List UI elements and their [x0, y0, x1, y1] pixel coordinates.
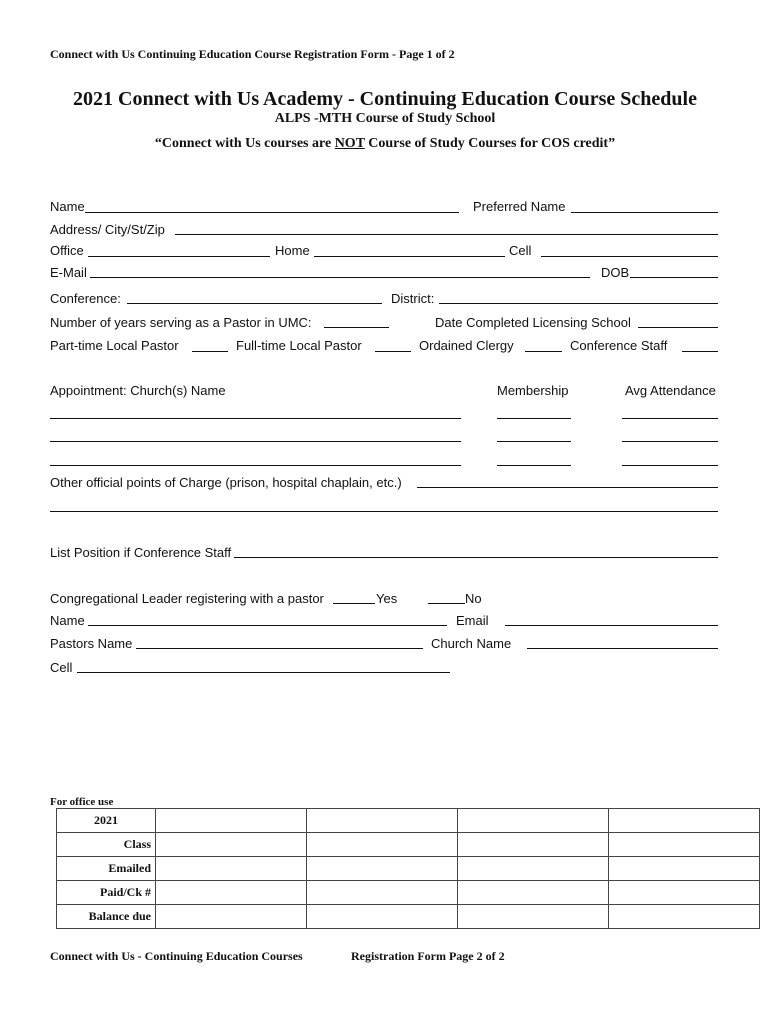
office-cell: [458, 881, 609, 905]
leader-email-field[interactable]: [505, 625, 718, 626]
dob-field[interactable]: [630, 277, 718, 278]
leader-yes-blank[interactable]: [333, 603, 375, 604]
licensing-date-field[interactable]: [638, 327, 718, 328]
years-pastor-label: Number of years serving as a Pastor in UMC:: [50, 315, 312, 330]
office-cell: [458, 833, 609, 857]
office-cell: [307, 857, 458, 881]
part-time-blank[interactable]: [192, 351, 228, 352]
address-label: Address/ City/St/Zip: [50, 222, 165, 237]
office-phone-field[interactable]: [88, 256, 270, 257]
office-row-label: Emailed: [57, 857, 156, 881]
avg-attendance-header: Avg Attendance: [625, 383, 716, 398]
office-row-label: Balance due: [57, 905, 156, 929]
office-use-title: For office use: [50, 796, 114, 808]
home-phone-field[interactable]: [314, 256, 505, 257]
church-name-field[interactable]: [50, 465, 461, 466]
ordained-blank[interactable]: [525, 351, 562, 352]
office-cell: [609, 881, 760, 905]
cos-notice: [0, 136, 770, 152]
home-phone-label: Home: [275, 243, 310, 258]
preferred-name-label: Preferred Name: [473, 199, 566, 214]
cos-notice-not: NOT: [334, 136, 365, 151]
office-cell: [609, 833, 760, 857]
licensing-date-label: Date Completed Licensing School: [435, 315, 631, 330]
other-points-label: Other official points of Charge (prison, hospital chaplain, etc.): [50, 475, 402, 490]
table-row: [57, 905, 760, 929]
conference-position-field[interactable]: [234, 557, 718, 558]
conference-position-label: List Position if Conference Staff: [50, 545, 232, 560]
office-cell: [307, 833, 458, 857]
cell-phone-label: Cell: [509, 243, 532, 258]
office-row-label: Class: [57, 833, 156, 857]
conf-staff-blank[interactable]: [682, 351, 718, 352]
office-cell: [609, 857, 760, 881]
full-time-label: Full-time Local Pastor: [236, 338, 362, 353]
cell-phone-field[interactable]: [541, 256, 718, 257]
office-use-table: [56, 808, 760, 929]
office-cell: [609, 905, 760, 929]
table-row: [57, 881, 760, 905]
conference-field[interactable]: [127, 303, 382, 304]
leader-cell-label: Cell: [50, 660, 73, 675]
office-cell: [307, 905, 458, 929]
name-label: Name: [50, 199, 85, 214]
office-cell: [458, 905, 609, 929]
membership-field[interactable]: [497, 418, 571, 419]
office-phone-label: Office: [50, 243, 84, 258]
dob-label: DOB: [601, 265, 630, 280]
office-cell: [609, 809, 760, 833]
pastors-name-field[interactable]: [136, 648, 423, 649]
office-cell: [156, 905, 307, 929]
avg-attendance-field[interactable]: [622, 418, 718, 419]
ordained-label: Ordained Clergy: [419, 338, 514, 353]
cos-notice-after: Course of Study Courses for COS credit”: [364, 136, 616, 151]
leader-church-name-label: Church Name: [431, 636, 512, 651]
office-row-label: Paid/Ck #: [57, 881, 156, 905]
email-label: E-Mail: [50, 265, 87, 280]
office-cell: [307, 809, 458, 833]
footer-left: Connect with Us - Continuing Education Courses: [50, 949, 303, 963]
other-points-field-2[interactable]: [50, 511, 718, 512]
avg-attendance-field[interactable]: [622, 441, 718, 442]
school-subtitle: ALPS -MTH Course of Study School: [274, 111, 496, 126]
avg-attendance-field[interactable]: [622, 465, 718, 466]
office-cell: [458, 857, 609, 881]
office-cell: [458, 809, 609, 833]
membership-header: Membership: [497, 383, 569, 398]
leader-question-label: Congregational Leader registering with a pastor: [50, 591, 324, 606]
office-cell: [156, 881, 307, 905]
leader-yes-label: Yes: [376, 591, 398, 606]
leader-email-label: Email: [456, 613, 489, 628]
leader-no-blank[interactable]: [428, 603, 465, 604]
cos-notice-before: “Connect with Us courses are: [154, 136, 335, 151]
table-row: [57, 857, 760, 881]
footer-right: Registration Form Page 2 of 2: [351, 949, 505, 963]
years-pastor-field[interactable]: [324, 327, 389, 328]
page-title: 2021 Connect with Us Academy - Continuing Education Course Schedule: [73, 88, 697, 110]
name-field[interactable]: [85, 212, 459, 213]
page-header: Connect with Us Continuing Education Course Registration Form - Page 1 of 2: [50, 47, 455, 61]
office-cell: [156, 809, 307, 833]
leader-cell-field[interactable]: [77, 672, 450, 673]
leader-no-label: No: [465, 591, 482, 606]
part-time-label: Part-time Local Pastor: [50, 338, 179, 353]
office-cell: [156, 833, 307, 857]
other-points-field[interactable]: [417, 487, 718, 488]
full-time-blank[interactable]: [375, 351, 411, 352]
conference-label: Conference:: [50, 291, 121, 306]
email-field[interactable]: [90, 277, 590, 278]
membership-field[interactable]: [497, 465, 571, 466]
office-cell: [307, 881, 458, 905]
leader-name-label: Name: [50, 613, 85, 628]
district-field[interactable]: [439, 303, 718, 304]
office-cell: [156, 857, 307, 881]
pastors-name-label: Pastors Name: [50, 636, 133, 651]
church-name-header: Appointment: Church(s) Name: [50, 383, 226, 398]
conf-staff-label: Conference Staff: [570, 338, 668, 353]
address-field[interactable]: [175, 234, 718, 235]
membership-field[interactable]: [497, 441, 571, 442]
preferred-name-field[interactable]: [571, 212, 718, 213]
table-row: [57, 833, 760, 857]
leader-church-name-field[interactable]: [527, 648, 718, 649]
district-label: District:: [391, 291, 435, 306]
table-row: [57, 809, 760, 833]
leader-name-field[interactable]: [88, 625, 447, 626]
office-row-label: 2021: [57, 809, 156, 833]
church-name-field[interactable]: [50, 441, 461, 442]
church-name-field[interactable]: [50, 418, 461, 419]
